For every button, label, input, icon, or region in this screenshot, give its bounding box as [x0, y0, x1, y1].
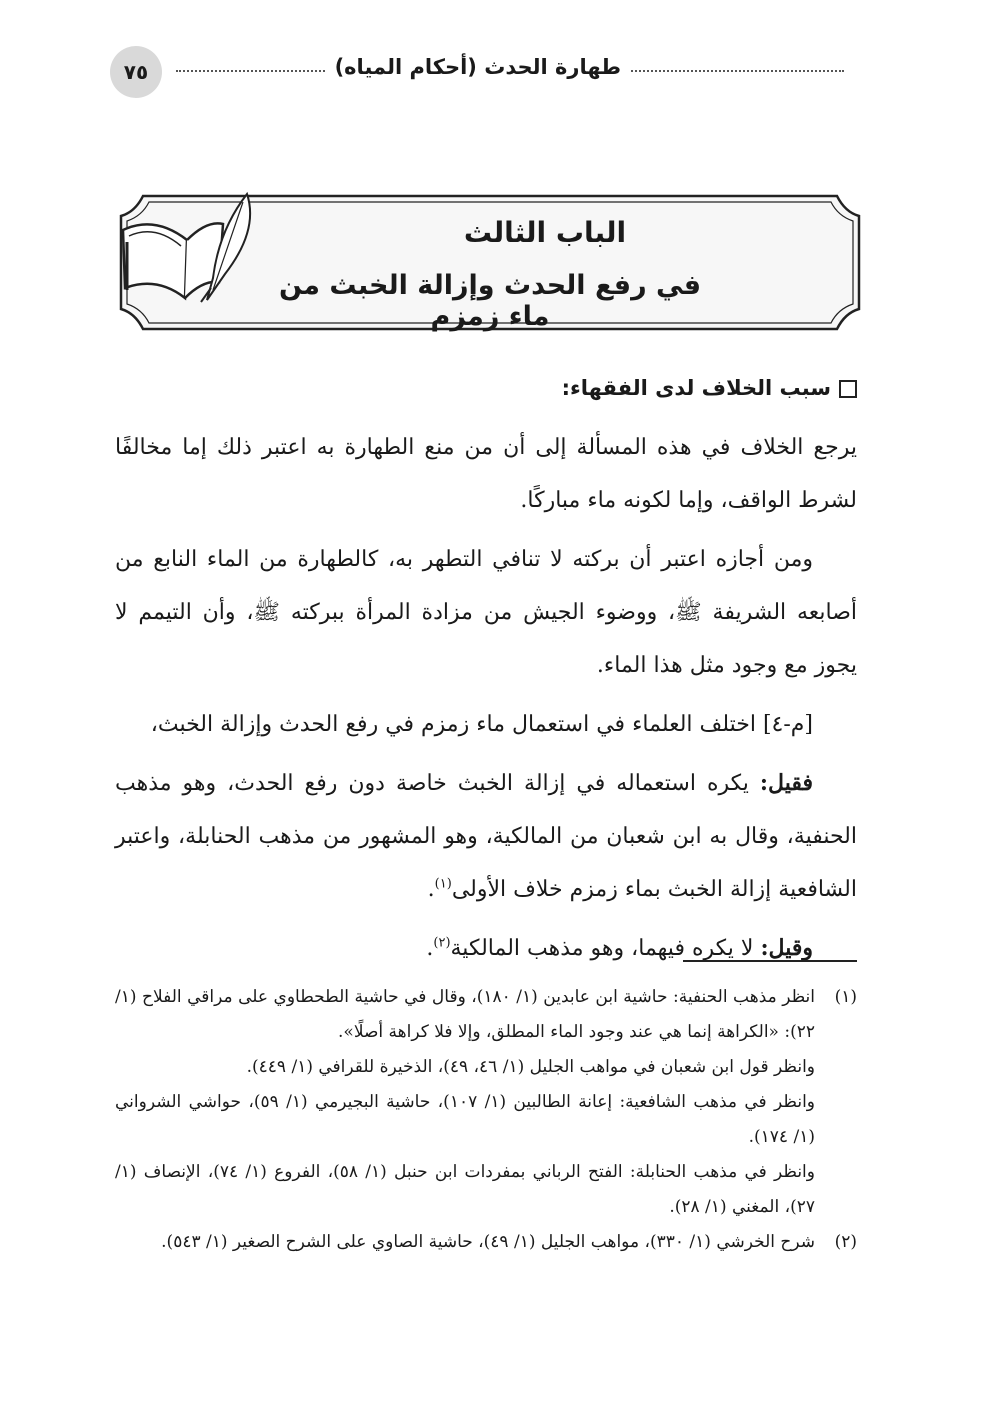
- paragraph: يرجع الخلاف في هذه المسألة إلى أن من منع الطهارة به اعتبر ذلك إما مخالفًا لشرط الواقف، وإما لكونه ماء مباركًا.: [115, 435, 857, 513]
- section-heading: [115, 362, 857, 415]
- footnote: [115, 980, 857, 1225]
- footnote-ref[interactable]: (٢): [433, 935, 451, 951]
- footnote-line: شرح الخرشي (١/ ٣٣٠)، مواهب الجليل (١/ ٤٩)، حاشية الصاوي على الشرح الصغير (١/ ٥٤٣).: [161, 1232, 815, 1252]
- footnote-separator: [683, 960, 857, 962]
- running-title: طهارة الحدث (أحكام المياه): [327, 55, 629, 79]
- paragraph: ومن أجازه اعتبر أن بركته لا تنافي التطهر به، كالطهارة من الماء النابع من أصابعه الشريفة ﷺ، ووضوء الجيش من مزادة المرأة ببركته ﷺ، وأن التيمم لا يجوز مع وجود مثل هذا الماء.: [115, 547, 857, 678]
- footnote-body: [115, 980, 815, 1225]
- footnote-ref[interactable]: (١): [434, 876, 452, 892]
- body-text: [115, 362, 857, 981]
- chapter-title: الباب الثالث: [463, 216, 627, 249]
- footnote-number: (١): [834, 987, 857, 1007]
- paragraph-text: لا يكره فيهما، وهو مذهب المالكية: [450, 936, 761, 961]
- chapter-frame: [115, 190, 865, 335]
- page-number: ٧٥: [110, 46, 162, 98]
- footnote-line: وانظر قول ابن شعبان في مواهب الجليل (١/ ٤٦، ٤٩)، الذخيرة للقرافي (١/ ٤٤٩).: [246, 1057, 815, 1077]
- footnote-line: انظر مذهب الحنفية: حاشية ابن عابدين (١/ ١٨٠)، وقال في حاشية الطحطاوي على مراقي الفلاح (١/ ٢٢): «الكراهة إنما هي عند وجود الماء المطلق، وإلا فلا كراهة أصلًا».: [115, 987, 815, 1042]
- square-bullet-icon: [839, 380, 857, 398]
- paragraph-lead: وقيل:: [760, 935, 813, 961]
- section-heading-text: سبب الخلاف لدى الفقهاء:: [561, 376, 831, 400]
- paragraph-text: يكره استعماله في إزالة الخبث خاصة دون رفع الحدث، وهو مذهب الحنفية، وقال به ابن شعبان من المالكية، وهو المشهور من مذهب الحنابلة، واعتبر الشافعية إزالة الخبث بماء زمزم خلاف الأولى: [115, 771, 857, 902]
- paragraph: وقيل: لا يكره فيهما، وهو مذهب المالكية$^{(٢)}$.: [426, 935, 813, 961]
- paragraph-lead: فقيل:: [759, 770, 813, 796]
- footnotes: [115, 980, 857, 1260]
- footnote-line: وانظر في مذهب الشافعية: إعانة الطالبين (١/ ١٠٧)، حاشية البجيرمي (١/ ٥٩)، حواشي الشرواني (١/ ١٧٤).: [115, 1092, 816, 1147]
- paragraph: فقيل: يكره استعماله في إزالة الخبث خاصة دون رفع الحدث، وهو مذهب الحنفية، وقال به ابن شعبان من المالكية، وهو المشهور من مذهب الحنابلة، واعتبر الشافعية إزالة الخبث بماء زمزم خلاف الأولى$^{(١)}$.: [115, 770, 857, 902]
- paragraph: [م-٤] اختلف العلماء في استعمال ماء زمزم في رفع الحدث وإزالة الخبث،: [150, 712, 813, 737]
- footnote-body: [115, 1225, 815, 1260]
- book-and-quill-icon: [115, 190, 255, 310]
- footnote-line: وانظر في مذهب الحنابلة: الفتح الرباني بمفردات ابن حنبل (١/ ٥٨)، الفروع (١/ ٧٤)، الإنصاف (١/ ٢٧)، المغني (١/ ٢٨).: [115, 1162, 815, 1217]
- chapter-subtitle: في رفع الحدث وإزالة الخبث من ماء زمزم: [278, 270, 702, 332]
- footnote: [115, 1225, 857, 1260]
- footnote-number: (٢): [834, 1232, 857, 1252]
